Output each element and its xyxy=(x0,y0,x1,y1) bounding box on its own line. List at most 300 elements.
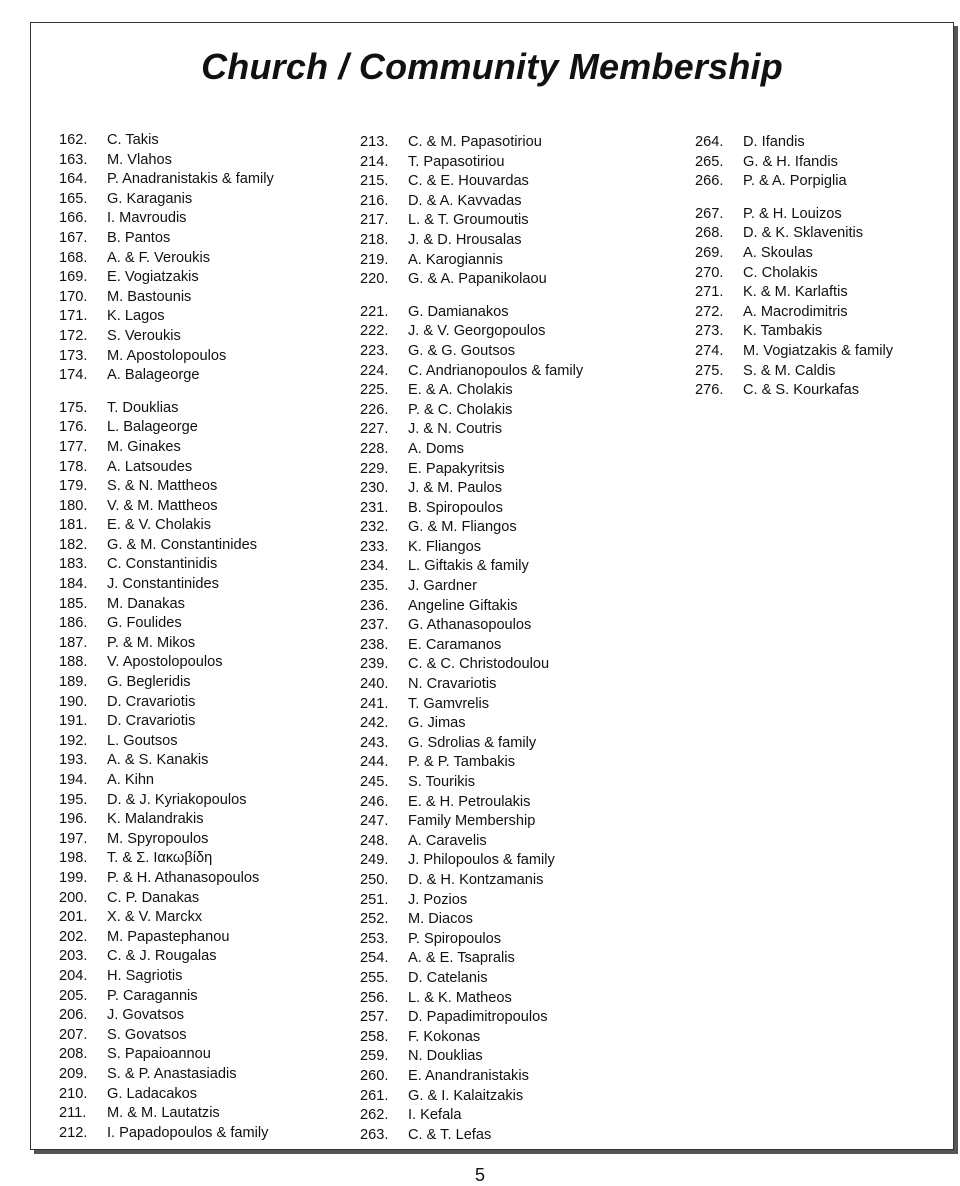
member-entry xyxy=(360,381,583,401)
member-name: K. Malandrakis xyxy=(107,811,204,828)
member-name: J. & V. Georgopoulos xyxy=(408,323,546,340)
member-entry xyxy=(695,322,893,342)
member-name: J. Gardner xyxy=(408,578,477,595)
member-name: C. & C. Christodoulou xyxy=(408,656,550,673)
member-number: 270. xyxy=(695,264,724,281)
member-number: 177. xyxy=(59,438,88,455)
member-number: 203. xyxy=(59,948,88,965)
member-number: 212. xyxy=(59,1124,88,1141)
member-name: M. & M. Lautatzis xyxy=(107,1105,220,1122)
member-name: Angeline Giftakis xyxy=(408,597,518,614)
member-name: N. Douklias xyxy=(408,1048,483,1065)
member-number: 251. xyxy=(360,891,389,908)
member-entry xyxy=(360,172,583,192)
member-entry xyxy=(59,366,274,386)
member-name: A. & E. Tsapralis xyxy=(408,950,515,967)
member-name: S. & M. Caldis xyxy=(743,362,836,379)
member-number: 169. xyxy=(59,269,88,286)
member-number: 172. xyxy=(59,327,88,344)
member-name: E. Caramanos xyxy=(408,636,502,653)
member-number: 258. xyxy=(360,1028,389,1045)
member-number: 272. xyxy=(695,303,724,320)
member-name: C. P. Danakas xyxy=(107,889,200,906)
member-entry xyxy=(360,1047,583,1067)
member-name: H. Sagriotis xyxy=(107,967,183,984)
member-number: 266. xyxy=(695,173,724,190)
member-entry xyxy=(695,342,893,362)
member-number: 188. xyxy=(59,654,88,671)
member-entry xyxy=(59,1065,274,1085)
page-frame xyxy=(30,22,954,1150)
member-entry xyxy=(360,773,583,793)
member-number: 208. xyxy=(59,1046,88,1063)
member-entry xyxy=(59,458,274,478)
member-name: S. & N. Mattheos xyxy=(107,478,218,495)
member-name: P. Spiropoulos xyxy=(408,930,502,947)
membership-column-3 xyxy=(695,133,893,401)
member-name: E. & H. Petroulakis xyxy=(408,793,531,810)
member-name: K. Tambakis xyxy=(743,323,823,340)
member-number: 238. xyxy=(360,636,389,653)
member-number: 220. xyxy=(360,271,389,288)
member-entry xyxy=(59,151,274,171)
member-name: G. Jimas xyxy=(408,715,466,732)
member-name: T. & Σ. Ιακωβίδη xyxy=(107,850,213,867)
member-entry xyxy=(695,205,893,225)
member-entry xyxy=(59,1124,274,1144)
member-name: S. & P. Anastasiadis xyxy=(107,1065,237,1082)
member-name: G. & A. Papanikolaou xyxy=(408,271,547,288)
member-number: 255. xyxy=(360,969,389,986)
member-entry xyxy=(59,327,274,347)
member-name: D. Ifandis xyxy=(743,134,805,150)
member-entry xyxy=(59,849,274,869)
member-name: J. & N. Coutris xyxy=(408,421,503,438)
page-number: 5 xyxy=(474,1165,485,1185)
member-number: 215. xyxy=(360,173,389,190)
member-number: 179. xyxy=(59,478,88,495)
member-name: C. & E. Houvardas xyxy=(408,173,529,190)
member-name: V. & M. Mattheos xyxy=(107,497,218,514)
member-number: 229. xyxy=(360,460,389,477)
member-name: P. & H. Athanasopoulos xyxy=(107,869,260,886)
member-name: S. Govatsos xyxy=(107,1026,187,1043)
member-entry xyxy=(59,170,274,190)
member-name: M. Bastounis xyxy=(107,288,192,305)
member-name: C. Cholakis xyxy=(743,264,818,281)
member-entry xyxy=(360,655,583,675)
member-number: 173. xyxy=(59,347,88,364)
member-number: 257. xyxy=(360,1009,389,1026)
member-number: 221. xyxy=(360,303,389,320)
member-name: G. & M. Constantinides xyxy=(107,536,258,553)
member-number: 201. xyxy=(59,909,88,926)
group-spacer xyxy=(360,290,583,303)
member-entry xyxy=(59,1006,274,1026)
member-number: 224. xyxy=(360,362,389,379)
member-entry xyxy=(59,693,274,713)
member-entry xyxy=(59,418,274,438)
member-name: D. & J. Kyriakopoulos xyxy=(107,791,247,808)
member-entry xyxy=(59,575,274,595)
member-name: L. & K. Matheos xyxy=(408,989,512,1006)
member-entry xyxy=(360,910,583,930)
member-number: 227. xyxy=(360,421,389,438)
member-entry xyxy=(59,209,274,229)
member-entry xyxy=(360,251,583,271)
member-name: D. Catelanis xyxy=(408,969,488,986)
member-number: 168. xyxy=(59,249,88,266)
member-entry xyxy=(360,231,583,251)
member-entry xyxy=(59,131,274,151)
member-entry xyxy=(59,268,274,288)
member-name: A. Latsoudes xyxy=(107,458,193,475)
member-number: 170. xyxy=(59,288,88,305)
member-name: A. Karogiannis xyxy=(408,251,503,268)
member-number: 185. xyxy=(59,595,88,612)
member-entry xyxy=(360,695,583,715)
member-entry xyxy=(360,1126,583,1146)
member-name: F. Kokonas xyxy=(408,1028,481,1045)
member-name: G. Athanasopoulos xyxy=(408,617,532,634)
member-entry xyxy=(360,734,583,754)
member-number: 268. xyxy=(695,225,724,242)
member-number: 216. xyxy=(360,192,389,209)
member-entry xyxy=(360,812,583,832)
member-entry xyxy=(59,307,274,327)
member-entry xyxy=(695,283,893,303)
member-number: 230. xyxy=(360,480,389,497)
member-name: T. Gamvrelis xyxy=(408,695,490,712)
member-name: A. Kihn xyxy=(107,772,155,788)
member-name: P. Caragannis xyxy=(107,987,198,1004)
member-name: D. Papadimitropoulos xyxy=(408,1009,548,1026)
member-name: G. Ladacakos xyxy=(107,1085,198,1102)
member-number: 235. xyxy=(360,578,389,595)
member-entry xyxy=(360,793,583,813)
member-entry xyxy=(360,930,583,950)
member-number: 210. xyxy=(59,1085,88,1102)
member-name: Family Membership xyxy=(408,813,536,830)
member-name: A. Skoulas xyxy=(743,244,813,261)
member-name: A. Doms xyxy=(408,440,464,457)
member-name: P. & M. Mikos xyxy=(107,634,196,651)
member-number: 197. xyxy=(59,830,88,847)
member-name: A. & F. Veroukis xyxy=(107,249,211,266)
member-number: 271. xyxy=(695,284,724,301)
member-entry xyxy=(360,322,583,342)
member-number: 191. xyxy=(59,713,88,730)
member-name: L. Balageorge xyxy=(107,419,198,436)
member-name: J. & M. Paulos xyxy=(408,480,503,497)
member-entry xyxy=(695,362,893,382)
member-number: 204. xyxy=(59,967,88,984)
member-name: M. Vlahos xyxy=(107,151,172,168)
member-number: 232. xyxy=(360,519,389,536)
member-name: P. & H. Louizos xyxy=(743,205,842,222)
member-name: M. Apostolopoulos xyxy=(107,347,227,364)
member-name: G. Begleridis xyxy=(107,674,191,691)
member-name: P. & C. Cholakis xyxy=(408,401,513,418)
member-number: 239. xyxy=(360,656,389,673)
member-number: 223. xyxy=(360,342,389,359)
member-number: 243. xyxy=(360,734,389,751)
member-entry xyxy=(360,342,583,362)
member-entry xyxy=(59,1104,274,1124)
member-entry xyxy=(59,555,274,575)
member-name: G. & I. Kalaitzakis xyxy=(408,1087,524,1104)
member-name: E. & V. Cholakis xyxy=(107,517,212,534)
member-entry xyxy=(59,229,274,249)
member-number: 199. xyxy=(59,869,88,886)
member-number: 214. xyxy=(360,153,389,170)
member-number: 196. xyxy=(59,811,88,828)
member-name: C. Constantinidis xyxy=(107,556,218,573)
member-name: K. Lagos xyxy=(107,308,165,325)
member-entry xyxy=(360,1106,583,1126)
member-name: C. & J. Rougalas xyxy=(107,948,217,965)
member-entry xyxy=(59,347,274,367)
member-entry xyxy=(59,810,274,830)
member-number: 209. xyxy=(59,1065,88,1082)
member-number: 165. xyxy=(59,190,88,207)
member-entry xyxy=(360,969,583,989)
member-number: 275. xyxy=(695,362,724,379)
member-number: 234. xyxy=(360,558,389,575)
member-name: E. Vogiatzakis xyxy=(107,269,199,286)
member-number: 205. xyxy=(59,987,88,1004)
member-entry xyxy=(59,614,274,634)
member-number: 174. xyxy=(59,367,88,384)
member-entry xyxy=(360,362,583,382)
member-number: 241. xyxy=(360,695,389,712)
member-entry xyxy=(695,224,893,244)
member-entry xyxy=(360,303,583,323)
member-number: 262. xyxy=(360,1107,389,1124)
member-entry xyxy=(59,791,274,811)
member-entry xyxy=(360,518,583,538)
member-entry xyxy=(695,244,893,264)
member-name: D. & K. Sklavenitis xyxy=(743,225,864,242)
member-number: 269. xyxy=(695,244,724,261)
member-name: G. Karaganis xyxy=(107,190,193,207)
member-entry xyxy=(360,616,583,636)
member-number: 256. xyxy=(360,989,389,1006)
member-entry xyxy=(59,889,274,909)
member-number: 273. xyxy=(695,323,724,340)
member-number: 237. xyxy=(360,617,389,634)
member-entry xyxy=(59,830,274,850)
member-number: 182. xyxy=(59,536,88,553)
member-number: 226. xyxy=(360,401,389,418)
member-entry xyxy=(695,303,893,323)
member-number: 267. xyxy=(695,205,724,222)
member-name: E. & A. Cholakis xyxy=(408,382,513,399)
member-entry xyxy=(59,516,274,536)
member-entry xyxy=(59,751,274,771)
member-name: M. Papastephanou xyxy=(107,928,230,945)
member-number: 254. xyxy=(360,950,389,967)
member-name: C. & T. Lefas xyxy=(408,1126,492,1143)
member-name: A. Caravelis xyxy=(408,832,487,849)
member-entry xyxy=(360,557,583,577)
member-entry xyxy=(360,211,583,231)
member-entry xyxy=(59,653,274,673)
member-name: G. Sdrolias & family xyxy=(408,734,537,751)
member-number: 225. xyxy=(360,382,389,399)
member-name: I. Mavroudis xyxy=(107,210,187,227)
member-name: A. Macrodimitris xyxy=(743,303,848,320)
member-entry xyxy=(59,673,274,693)
member-name: C. Takis xyxy=(107,132,159,148)
membership-column-1 xyxy=(59,131,274,1143)
member-number: 218. xyxy=(360,231,389,248)
member-entry xyxy=(360,460,583,480)
member-number: 198. xyxy=(59,850,88,867)
member-name: C. & S. Kourkafas xyxy=(743,382,859,399)
member-number: 211. xyxy=(59,1105,87,1122)
member-name: P. & P. Tambakis xyxy=(408,754,516,771)
member-entry xyxy=(360,714,583,734)
member-number: 206. xyxy=(59,1007,88,1024)
member-entry xyxy=(360,440,583,460)
member-name: J. Philopoulos & family xyxy=(408,852,555,869)
member-entry xyxy=(360,1008,583,1028)
member-name: A. Balageorge xyxy=(107,367,200,384)
member-entry xyxy=(59,947,274,967)
member-entry xyxy=(360,949,583,969)
member-name: A. & S. Kanakis xyxy=(107,752,209,769)
member-name: G. Damianakos xyxy=(408,303,509,320)
member-name: M. Ginakes xyxy=(107,438,181,455)
member-name: G. Foulides xyxy=(107,615,182,632)
member-entry xyxy=(59,497,274,517)
member-number: 184. xyxy=(59,576,88,593)
member-number: 213. xyxy=(360,134,389,150)
member-name: T. Douklias xyxy=(107,399,179,416)
member-name: I. Kefala xyxy=(408,1107,462,1124)
member-entry xyxy=(59,967,274,987)
member-entry xyxy=(59,595,274,615)
member-entry xyxy=(59,869,274,889)
member-number: 178. xyxy=(59,458,88,475)
member-number: 195. xyxy=(59,791,88,808)
member-name: N. Cravariotis xyxy=(408,676,497,693)
member-entry xyxy=(695,172,893,192)
member-number: 176. xyxy=(59,419,88,436)
member-name: B. Pantos xyxy=(107,229,171,246)
member-name: E. Papakyritsis xyxy=(408,460,505,477)
member-entry xyxy=(360,420,583,440)
member-name: E. Anandranistakis xyxy=(408,1067,529,1084)
member-entry xyxy=(695,153,893,173)
member-number: 167. xyxy=(59,229,88,246)
member-entry xyxy=(59,732,274,752)
member-name: D. & A. Kavvadas xyxy=(408,192,522,209)
member-name: S. Papaioannou xyxy=(107,1046,211,1063)
member-name: M. Danakas xyxy=(107,595,185,612)
member-number: 183. xyxy=(59,556,88,573)
member-name: M. Spyropoulos xyxy=(107,830,209,847)
member-entry xyxy=(360,538,583,558)
member-number: 276. xyxy=(695,382,724,399)
group-spacer xyxy=(59,386,274,399)
member-number: 192. xyxy=(59,732,88,749)
member-entry xyxy=(59,1026,274,1046)
member-entry xyxy=(360,871,583,891)
member-number: 248. xyxy=(360,832,389,849)
member-number: 175. xyxy=(59,399,88,416)
member-name: K. Fliangos xyxy=(408,538,482,555)
member-number: 219. xyxy=(360,251,389,268)
member-name: G. & M. Fliangos xyxy=(408,519,517,536)
member-entry xyxy=(360,192,583,212)
member-number: 202. xyxy=(59,928,88,945)
member-number: 193. xyxy=(59,752,88,769)
member-number: 259. xyxy=(360,1048,389,1065)
member-name: G. & G. Goutsos xyxy=(408,342,516,359)
member-entry xyxy=(360,1087,583,1107)
member-number: 274. xyxy=(695,342,724,359)
member-number: 187. xyxy=(59,634,88,651)
member-name: D. & H. Kontzamanis xyxy=(408,871,544,888)
member-entry xyxy=(360,851,583,871)
member-entry xyxy=(360,675,583,695)
member-entry xyxy=(59,249,274,269)
member-entry xyxy=(360,153,583,173)
member-number: 260. xyxy=(360,1067,389,1084)
member-name: D. Cravariotis xyxy=(107,713,196,730)
member-entry xyxy=(59,1045,274,1065)
member-entry xyxy=(360,636,583,656)
member-name: M. Diacos xyxy=(408,911,473,928)
member-name: J. & D. Hrousalas xyxy=(408,231,522,248)
member-name: J. Pozios xyxy=(408,891,468,908)
member-number: 265. xyxy=(695,153,724,170)
member-name: I. Papadopoulos & family xyxy=(107,1124,269,1141)
membership-column-2 xyxy=(360,133,583,1145)
member-entry xyxy=(360,597,583,617)
member-name: J. Govatsos xyxy=(107,1007,185,1024)
member-number: 233. xyxy=(360,538,389,555)
member-name: P. Anadranistakis & family xyxy=(107,171,274,188)
member-entry xyxy=(360,832,583,852)
member-number: 261. xyxy=(360,1087,389,1104)
member-name: L. & T. Groumoutis xyxy=(408,212,529,229)
member-entry xyxy=(59,477,274,497)
member-entry xyxy=(360,1067,583,1087)
member-number: 181. xyxy=(59,517,88,534)
member-name: V. Apostolopoulos xyxy=(107,654,223,671)
member-name: S. Veroukis xyxy=(107,327,181,344)
member-entry xyxy=(360,133,583,153)
member-entry xyxy=(695,264,893,284)
member-entry xyxy=(59,634,274,654)
member-number: 189. xyxy=(59,674,88,691)
member-number: 190. xyxy=(59,693,88,710)
member-name: P. & A. Porpiglia xyxy=(743,173,847,190)
member-entry xyxy=(695,381,893,401)
member-name: X. & V. Marckx xyxy=(107,909,203,926)
member-entry xyxy=(360,499,583,519)
member-number: 171. xyxy=(59,308,88,325)
member-entry xyxy=(360,1028,583,1048)
member-number: 194. xyxy=(59,772,88,788)
member-entry xyxy=(360,989,583,1009)
member-name: K. & M. Karlaftis xyxy=(743,284,848,301)
member-number: 247. xyxy=(360,813,389,830)
member-number: 250. xyxy=(360,871,389,888)
